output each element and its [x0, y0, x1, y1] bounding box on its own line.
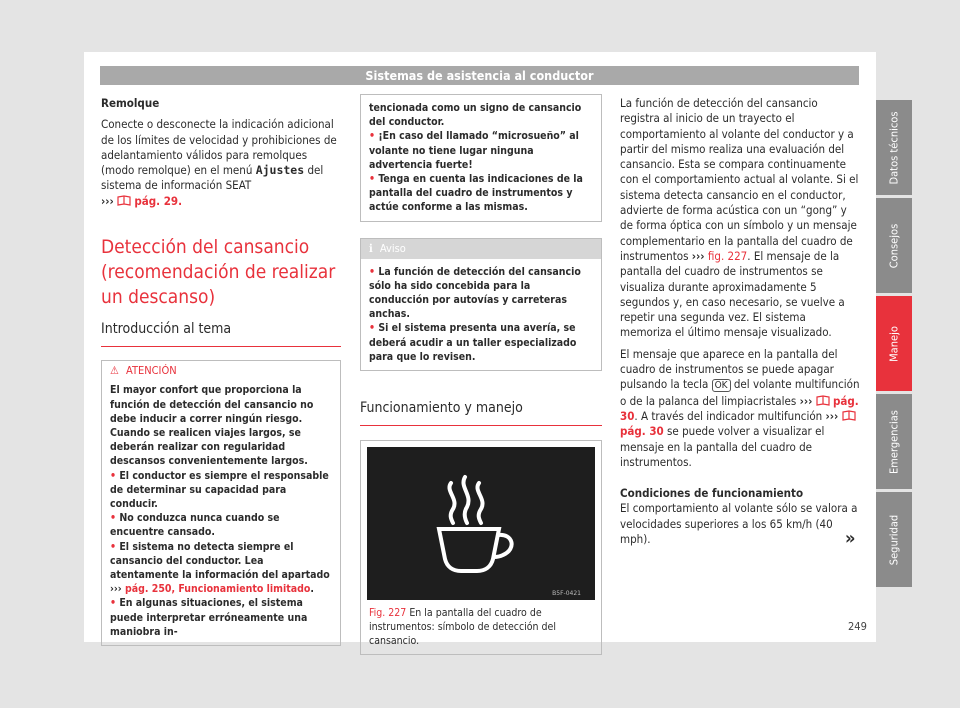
conditions-title: Condiciones de funcionamiento	[620, 486, 804, 501]
attention-bullet: • Tenga en cuenta las indicaciones de la pantalla del cuadro de instrumentos y actúe conforme a las mismas.	[369, 173, 583, 214]
attention-body	[102, 381, 340, 645]
attention-bullet: • ¡En caso del llamado “microsueño” al volante no tiene lugar ninguna advertencia fuerte!	[369, 130, 579, 171]
pag-30-link-2[interactable]: pág. 30	[620, 424, 664, 439]
aviso-header	[361, 239, 601, 259]
remolque-text-part: del sistema de información SEAT	[101, 163, 324, 193]
figure-image	[367, 447, 595, 600]
section-title: Detección del cansancio (recomendación de realizar un descanso)	[101, 236, 336, 309]
figure-caption	[361, 606, 601, 654]
menu-ajustes: Ajustes	[255, 163, 305, 178]
continue-mark: »	[845, 528, 856, 549]
aviso-bullet: • Si el sistema presenta una avería, se deberá acudir a un taller especializado para que lo revisen.	[369, 322, 577, 363]
fig-227-link[interactable]: fig. 227	[707, 248, 748, 263]
figure-227	[360, 440, 602, 655]
aviso-bullet: • La función de detección del cansancio sólo ha sido concebida para la conducción por autovías y carreteras anchas.	[369, 265, 581, 321]
attention-bullet: • El conductor es siempre el responsable de determinar su capacidad para conducir.	[110, 469, 329, 510]
figure-label: Fig. 227	[369, 607, 407, 620]
pag-30-link[interactable]: pág. 30	[620, 393, 859, 423]
tab-seguridad[interactable]: Seguridad	[876, 492, 912, 587]
column-3	[620, 96, 860, 547]
attention-label: ATENCIÓN	[126, 364, 177, 378]
page-header: Sistemas de asistencia al conductor	[100, 66, 859, 85]
column-2	[360, 96, 602, 655]
paragraph-2: El mensaje que aparece en la pantalla del cuadro de instrumentos se puede apagar pulsando la tecla OK del volante multifunción o de la palanca del limpiacristales ››› pág. 30. A través del indicador multifunción ››› pág. 30 se puede volver a visualizar el mensaje en la pantalla del cuadro de instrumentos.	[620, 346, 860, 469]
ref-arrows: ›››	[101, 193, 114, 208]
attention-bullet: • El sistema no detecta siempre el cansancio del conductor. Lea atentamente la información del apartado ››› pág. 250, Funcionamiento limitado.	[110, 540, 330, 596]
attention-bullet: • No conduzca nunca cuando se encuentre cansado.	[110, 512, 280, 539]
column-1	[101, 96, 341, 646]
attention-box-continued	[360, 94, 602, 222]
subtitle-intro: Introducción al tema	[101, 322, 341, 347]
tab-consejos[interactable]: Consejos	[876, 198, 912, 293]
attention-continued-text: tencionada como un signo de cansancio del conductor.	[369, 102, 582, 129]
page-number: 249	[848, 620, 867, 633]
book-icon	[842, 410, 856, 421]
book-icon	[117, 195, 131, 206]
remolque-text-part: Conecte o desconecte la indicación adicional de los límites de velocidad y prohibiciones de adelantamiento válidos para remolques (modo remolque) en el menú	[101, 117, 337, 178]
book-icon	[816, 395, 830, 406]
tab-emergencias[interactable]: Emergencias	[876, 394, 912, 489]
attention-bullet: • En algunas situaciones, el sistema puede interpretar erróneamente una maniobra in-	[110, 597, 308, 638]
figure-caption-text: En la pantalla del cuadro de instrumentos: símbolo de detección del cansancio.	[369, 607, 556, 648]
warning-icon: ⚠	[110, 364, 119, 378]
attention-intro: El mayor confort que proporciona la función de detección del cansancio no debe inducir a correr ningún riesgo. Cuando se realicen viajes largos, se deberán realizar con regularidad descansos convenientemente largos.	[110, 384, 314, 468]
remolque-title: Remolque	[101, 96, 160, 110]
remolque-ref-link[interactable]: pág. 29	[134, 193, 179, 208]
figure-code: B5F-0421	[552, 590, 581, 598]
coffee-cup-icon	[367, 447, 595, 600]
funcionamiento-limitado-link[interactable]: pág. 250, Funcionamiento limitado	[124, 583, 311, 596]
conditions-text: El comportamiento al volante sólo se valora a velocidades superiores a los 65 km/h (40 mph).	[620, 501, 858, 547]
attention-body-continued	[361, 95, 601, 221]
aviso-body	[361, 259, 601, 370]
tab-datos-tecnicos[interactable]: Datos técnicos	[876, 100, 912, 195]
paragraph-1: La función de detección del cansancio registra al inicio de un trayecto el comportamiento al volante del conductor y a partir del mismo realiza una evaluación del cansancio. Esta se compara continuamente con el comportamiento actual al volante. Si el sistema detecta cansancio en el conductor, advierte de forma acústica con un “gong” y de forma óptica con un símbolo y un mensaje complementario en la pantalla del cuadro de instrumentos ››› fig. 227. El mensaje de la pantalla del cuadro de instrumentos se visualiza durante aproximadamente 5 segundos y, en caso necesario, se vuelve a repetir una segunda vez. El sistema memoriza el último mensaje visualizado.	[620, 96, 859, 340]
subtitle-funcionamiento: Funcionamiento y manejo	[360, 401, 602, 426]
attention-header	[102, 361, 340, 381]
tab-manejo[interactable]: Manejo	[876, 296, 912, 391]
attention-box	[101, 360, 341, 646]
aviso-box	[360, 238, 602, 371]
aviso-label: Aviso	[379, 241, 406, 255]
ok-key: OK	[712, 379, 731, 392]
info-icon: ℹ	[369, 241, 373, 255]
remolque-text: Conecte o desconecte la indicación adicional de los límites de velocidad y prohibiciones de adelantamiento válidos para remolques (modo remolque) en el menú Ajustes del sistema de información SEAT ››› pág. 29.	[101, 117, 337, 208]
